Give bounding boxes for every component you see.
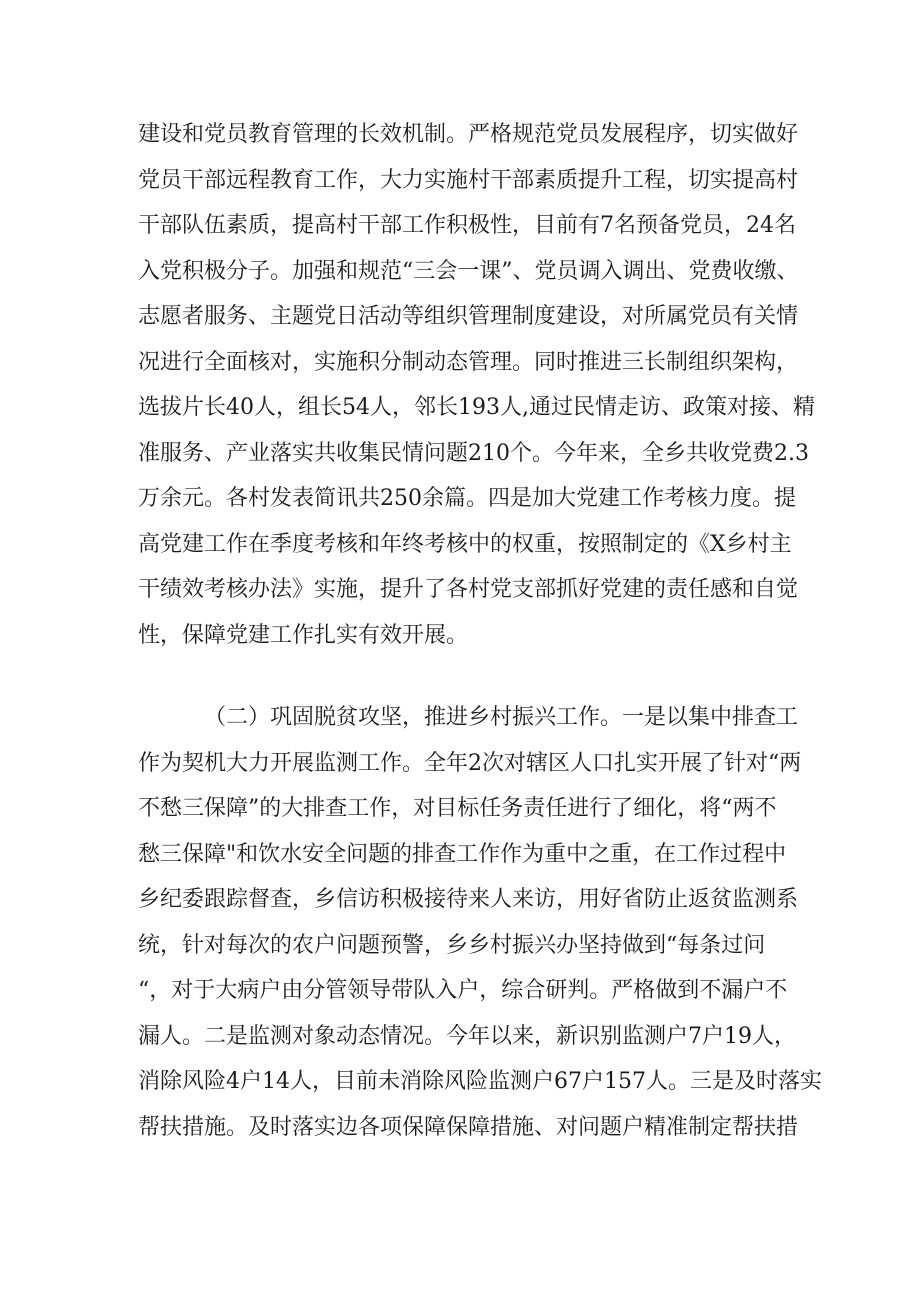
text-line: 不愁三保障”的大排查工作，对目标任务责任进行了细化，将“两不	[138, 796, 777, 821]
text-line: 志愿者服务、主题党日活动等组织管理制度建设，对所属党员有关情	[138, 304, 799, 329]
text-line: 干部队伍素质，提高村干部工作积极性，目前有7名预备党员，24名	[138, 213, 796, 238]
text-line: 党员干部远程教育工作，大力实施村干部素质提升工程，切实提高村	[138, 167, 799, 193]
text-line: 愁三保障"和饮水安全问题的排查工作作为重中之重，在工作过程中	[138, 841, 787, 867]
text-line: 统，针对每次的农户问题预警，乡乡村振兴办坚持做到“每条过问	[138, 932, 766, 958]
text-line: 建设和党员教育管理的长效机制。严格规范党员发展程序，切实做好	[138, 122, 799, 147]
text-line: 况进行全面核对，实施积分制动态管理。同时推进三长制组织架构，	[138, 349, 799, 375]
text-line: 帮扶措施。及时落实边各项保障保障措施、对问题户精准制定帮扶措	[138, 1114, 799, 1140]
section-heading-line: （二）巩固脱贫攻坚，推进乡村振兴工作。一是以集中排查工	[204, 705, 799, 730]
text-line: 性，保障党建工作扎实有效开展。	[138, 622, 469, 648]
paragraph-party-building	[138, 112, 815, 658]
text-line: 高党建工作在季度考核和年终考核中的权重，按照制定的《X乡村主	[138, 531, 792, 557]
text-line: 干绩效考核办法》实施，提升了各村党支部抓好党建的责任感和自觉	[138, 577, 799, 602]
text-line: 选拔片长40人，组长54人，邻长193人,通过民情走访、政策对接、精	[138, 395, 815, 420]
text-line: 作为契机大力开展监测工作。全年2次对辖区人口扎实开展了针对“两	[138, 750, 802, 776]
paragraph-poverty-alleviation	[138, 695, 822, 1150]
text-line: 入党积极分子。加强和规范“三会一课”、党员调入调出、党费收缴、	[138, 258, 799, 284]
text-line: “，对于大病户由分管领导带队入户，综合研判。严格做到不漏户不	[138, 978, 788, 1003]
text-line: 乡纪委跟踪督查，乡信访积极接待来人来访，用好省防止返贫监测系	[138, 887, 799, 912]
text-line: 万余元。各村发表简讯共250余篇。四是加大党建工作考核力度。提	[138, 486, 796, 511]
text-line: 漏人。二是监测对象动态情况。今年以来，新识别监测户7户19人，	[138, 1023, 796, 1049]
text-line: 准服务、产业落实共收集民情问题210个。今年来，全乡共收党费2.3	[138, 440, 809, 466]
text-line: 消除风险4户14人，目前未消除风险监测户67户157人。三是及时落实	[138, 1069, 822, 1094]
